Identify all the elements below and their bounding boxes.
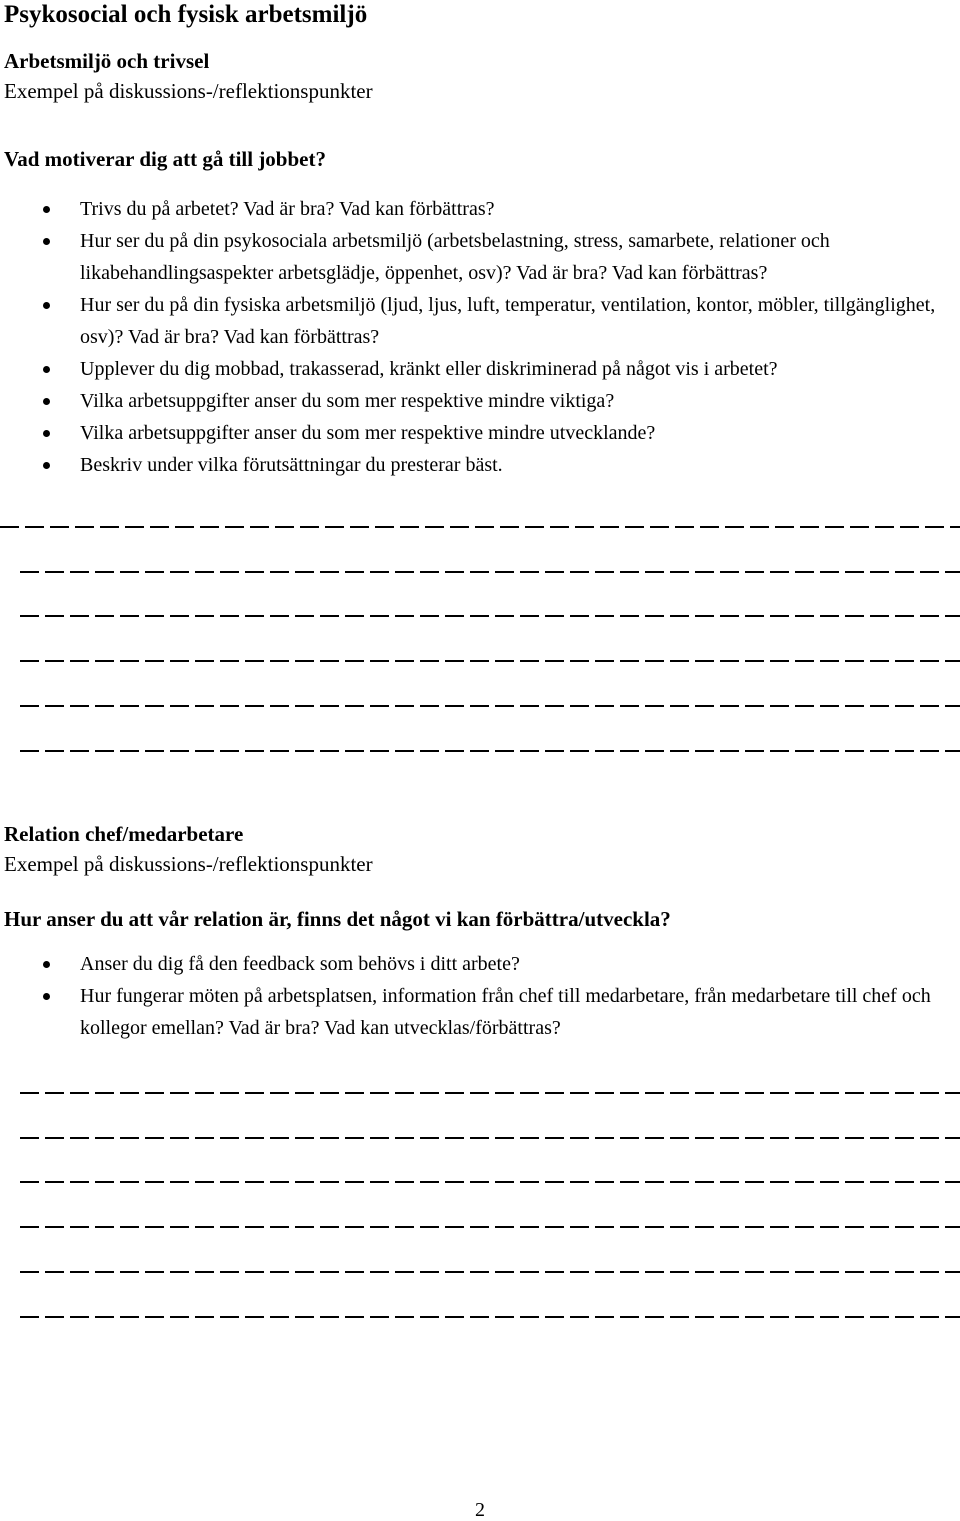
bullet-icon [43, 238, 50, 245]
bullet-icon [43, 398, 50, 405]
page-title: Psykosocial och fysisk arbetsmiljö [4, 1, 368, 28]
bullet-icon [43, 430, 50, 437]
list-item-text: Hur ser du på din psykosociala arbetsmiljö (arbetsbelastning, stress, samarbete, relationer och likabehandlingsaspekter arbetsglädje, öppenhet, osv)? Vad är bra? Vad kan förbättras? [80, 230, 830, 284]
question-relation: Hur anser du att vår relation är, finns det något vi kan förbättra/utveckla? [4, 907, 671, 931]
list-item-text: Vilka arbetsuppgifter anser du som mer respektive mindre utvecklande? [80, 422, 656, 444]
list-item [0, 353, 960, 385]
answer-line[interactable] [0, 676, 960, 721]
list-item-text: Anser du dig få den feedback som behövs i ditt arbete? [80, 953, 520, 975]
answer-line[interactable] [0, 1108, 960, 1153]
answer-line[interactable] [0, 1242, 960, 1287]
answer-line[interactable] [0, 721, 960, 766]
answer-line[interactable] [0, 1287, 960, 1332]
bullet-list-arbetsmiljo [0, 193, 960, 481]
list-item [0, 948, 960, 980]
list-item-text: Upplever du dig mobbad, trakasserad, kränkt eller diskriminerad på något vis i arbetet? [80, 358, 778, 380]
answer-line[interactable] [0, 497, 960, 542]
answer-line[interactable] [0, 631, 960, 676]
section-subheading-relation: Exempel på diskussions-/reflektionspunkter [4, 852, 373, 876]
bullet-icon [43, 206, 50, 213]
section-heading-relation: Relation chef/medarbetare [4, 822, 244, 846]
list-item-text: Hur fungerar möten på arbetsplatsen, information från chef till medarbetare, från medarbetare till chef och kollegor emellan? Vad är bra? Vad kan utvecklas/förbättras? [80, 985, 931, 1039]
bullet-icon [43, 366, 50, 373]
list-item-text: Vilka arbetsuppgifter anser du som mer respektive mindre viktiga? [80, 390, 615, 412]
page-number: 2 [475, 1499, 485, 1521]
answer-line[interactable] [0, 1197, 960, 1242]
bullet-icon [43, 961, 50, 968]
answer-line[interactable] [0, 542, 960, 587]
list-item [0, 193, 960, 225]
section-heading-arbetsmiljo: Arbetsmiljö och trivsel [4, 49, 210, 73]
answer-line[interactable] [0, 1153, 960, 1198]
answer-lines-arbetsmiljo [0, 497, 960, 766]
answer-lines-relation [0, 1063, 960, 1332]
list-item [0, 289, 960, 353]
bullet-list-relation [0, 948, 960, 1044]
answer-line[interactable] [0, 587, 960, 632]
bullet-icon [43, 302, 50, 309]
bullet-icon [43, 993, 50, 1000]
list-item [0, 225, 960, 289]
list-item [0, 417, 960, 449]
question-motivation: Vad motiverar dig att gå till jobbet? [4, 147, 326, 171]
list-item [0, 980, 960, 1044]
list-item-text: Hur ser du på din fysiska arbetsmiljö (ljud, ljus, luft, temperatur, ventilation, kontor, möbler, tillgänglighet, osv)? Vad är bra? Vad kan förbättras? [80, 294, 936, 348]
list-item [0, 385, 960, 417]
bullet-icon [43, 462, 50, 469]
list-item-text: Trivs du på arbetet? Vad är bra? Vad kan förbättras? [80, 198, 495, 220]
list-item [0, 449, 960, 481]
answer-line[interactable] [0, 1063, 960, 1108]
list-item-text: Beskriv under vilka förutsättningar du presterar bäst. [80, 454, 503, 476]
section-subheading-arbetsmiljo: Exempel på diskussions-/reflektionspunkter [4, 79, 373, 103]
